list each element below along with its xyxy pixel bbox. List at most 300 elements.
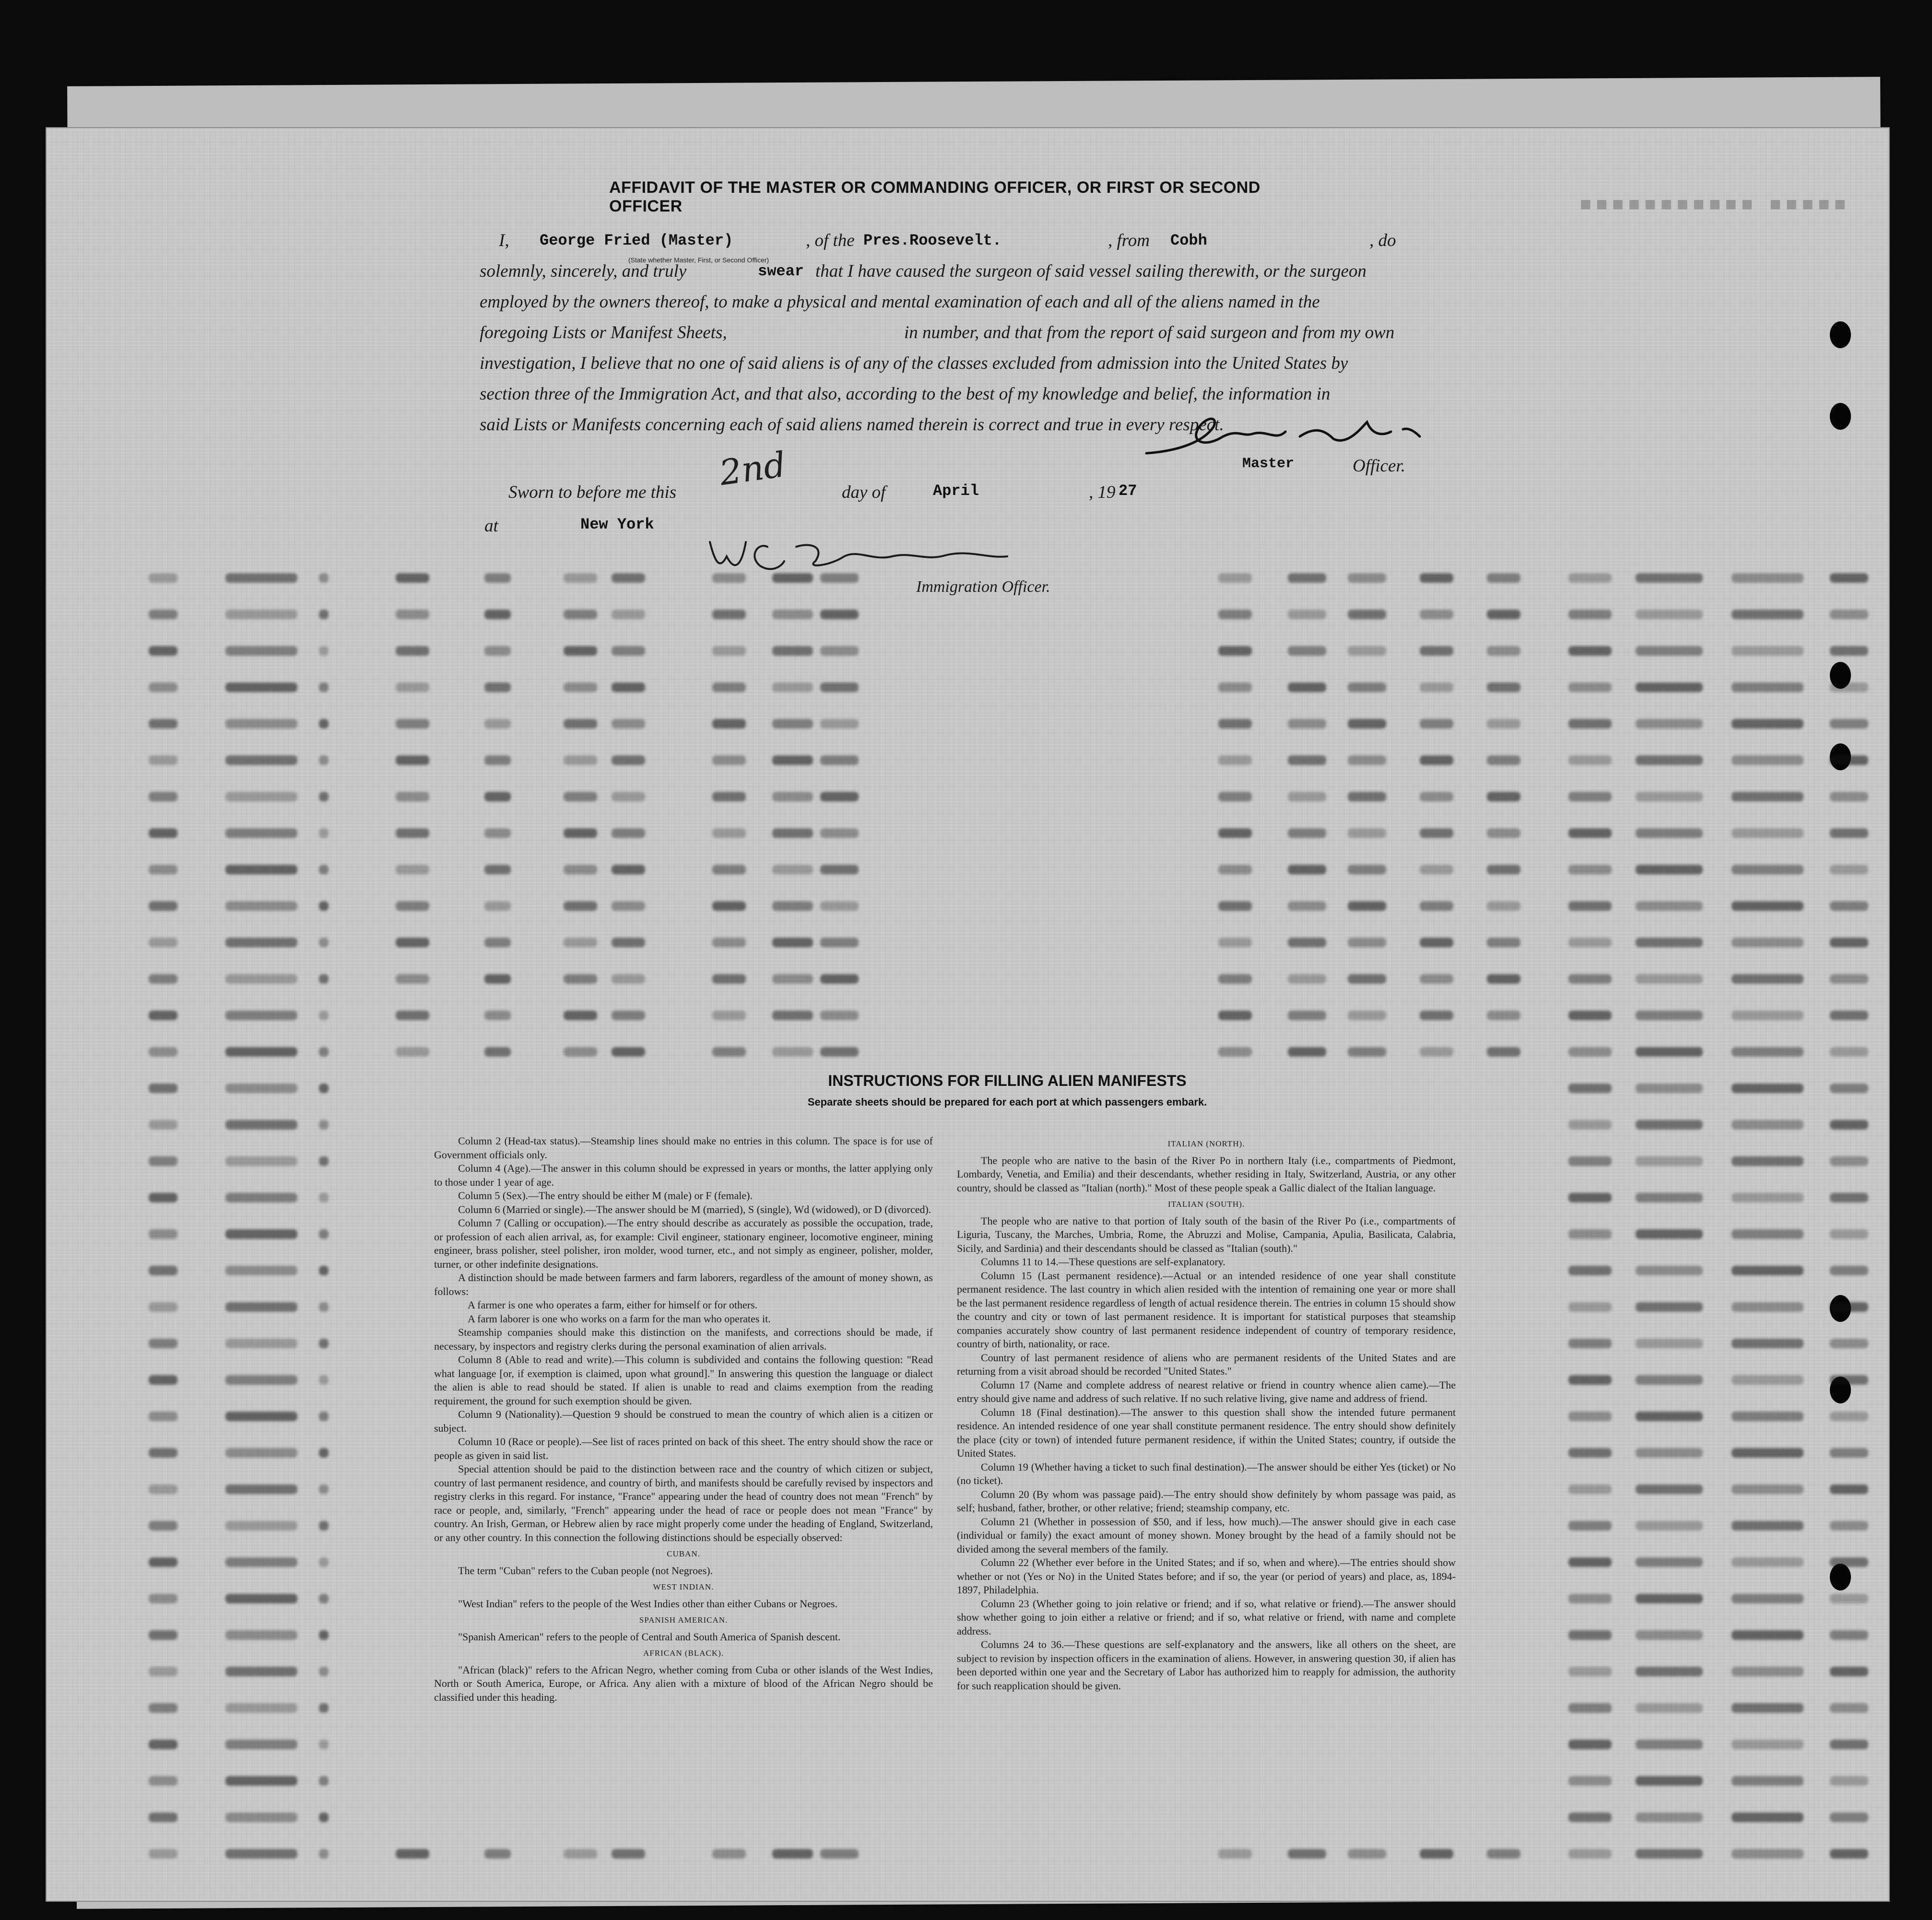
instruction-paragraph: The people who are native to that portion of Italy south of the basin of the River Po (i.e., compartments of Liguria, Tuscany, the Marches, Umbria, Rome, the Abruzzi and Molise, Campania, Apulia, Basilicata, Calabria, Sicily, and Sardinia) and their descendants should be classed as "Italian (south)." (957, 1214, 1456, 1254)
day-handwritten: 2nd (717, 444, 789, 494)
bleed-mark (1830, 938, 1868, 947)
bleed-mark (1732, 1229, 1803, 1239)
bleed-mark (1288, 1849, 1326, 1859)
bleed-row (130, 1740, 1808, 1750)
bleed-mark (1568, 1594, 1612, 1603)
bleed-mark (225, 1266, 297, 1275)
bleed-mark (612, 1047, 645, 1057)
bleed-mark (820, 719, 859, 729)
bleed-mark (1830, 1703, 1868, 1713)
bleed-mark (564, 683, 597, 692)
bleed-mark (225, 755, 297, 765)
bleed-mark (319, 938, 329, 947)
bleed-mark (319, 1011, 329, 1020)
bleed-mark (1348, 1849, 1386, 1859)
bleed-mark (1420, 573, 1453, 583)
bleed-mark (319, 1229, 329, 1239)
bleed-mark (1420, 792, 1453, 801)
bleed-mark (225, 1412, 297, 1421)
bleed-mark (149, 1521, 177, 1531)
bleed-mark (319, 1813, 329, 1822)
bleed-mark (1348, 683, 1386, 692)
instruction-paragraph: Column 20 (By whom was passage paid).—The entry should show definitely by whom passage was paid, as self; husband, father, brother, or other relative; friend; steamship company, etc. (957, 1488, 1456, 1514)
bleed-mark (149, 1412, 177, 1421)
bleed-mark (612, 573, 645, 583)
affidavit-line-5: investigation, I believe that no one of said aliens is of any of the classes excluded from admission into the United States by (480, 353, 1348, 373)
bleed-mark (1636, 1156, 1703, 1166)
instruction-paragraph: Column 18 (Final destination).—The answer to this question shall show the intended future permanent residence. An intended residence of one year shall constitute permanent residence. The entry should show definitely the place (city or town) of intended future permanent residence, if within the United States; country, if outside the United States. (957, 1406, 1456, 1459)
bleed-mark (149, 901, 177, 911)
bleed-mark (396, 755, 429, 765)
bleed-mark (319, 1776, 329, 1786)
at-label: at (484, 516, 498, 536)
bleed-mark (1830, 1521, 1868, 1531)
bleed-mark (1732, 1375, 1803, 1385)
instruction-paragraph: Column 10 (Race or people).—See list of races printed on back of this sheet. The entry should show the race or people as given in said list. (434, 1436, 933, 1461)
bleed-row (130, 901, 1808, 912)
bleed-mark (1568, 1339, 1612, 1348)
bleed-mark (712, 610, 746, 619)
bleed-mark (1420, 683, 1453, 692)
bleed-mark (1218, 1047, 1252, 1057)
bleed-mark (149, 573, 177, 583)
bleed-mark (1487, 938, 1520, 947)
bleed-mark (149, 1302, 177, 1312)
bleed-mark (1568, 1484, 1612, 1494)
instruction-paragraph: A farm laborer is one who works on a farm for the man who operates it. (468, 1312, 771, 1325)
bleed-mark (1348, 719, 1386, 729)
bleed-mark (1218, 755, 1252, 765)
bleed-mark (820, 1047, 859, 1057)
bleed-mark (319, 1484, 329, 1494)
bleed-mark (1732, 901, 1803, 911)
bleed-mark (1218, 1849, 1252, 1859)
bleed-mark (484, 901, 511, 911)
bleed-mark (564, 974, 597, 984)
bleed-mark (564, 646, 597, 656)
bleed-mark (149, 1193, 177, 1202)
bleed-mark (1830, 646, 1868, 656)
bleed-mark (612, 792, 645, 801)
bleed-mark (1568, 1740, 1612, 1749)
bleed-mark (396, 938, 429, 947)
bleed-mark (1288, 646, 1326, 656)
bleed-row (130, 1703, 1808, 1714)
sworn-label: Sworn to before me this (508, 483, 677, 502)
bleed-mark (319, 974, 329, 984)
bleed-mark (820, 1849, 859, 1859)
bleed-mark (1732, 974, 1803, 984)
bleed-mark (1732, 719, 1803, 729)
bleed-mark (484, 719, 511, 729)
bleed-mark (1636, 1849, 1703, 1859)
bleed-mark (149, 974, 177, 984)
bleed-mark (225, 1630, 297, 1640)
bleed-mark (149, 865, 177, 874)
bleed-mark (1636, 1011, 1703, 1020)
bleed-mark (1487, 646, 1520, 656)
officer-label: Officer. (1353, 456, 1405, 476)
bleed-through-text: ▪▪▪▪▪ ▪▪▪▪▪▪▪▪▪▪▪ (1576, 183, 1847, 224)
bleed-mark (820, 1011, 859, 1020)
bleed-mark (1732, 1703, 1803, 1713)
bleed-mark (1830, 1339, 1868, 1348)
instructions-left-column (434, 1134, 933, 1704)
bleed-mark (1348, 755, 1386, 765)
bleed-mark (1830, 828, 1868, 838)
port-name: Cobh (1170, 232, 1207, 249)
bleed-mark (1830, 865, 1868, 874)
bleed-mark (1636, 755, 1703, 765)
bleed-mark (1830, 610, 1868, 619)
affidavit-line-1 (480, 225, 1405, 264)
bleed-mark (712, 755, 746, 765)
bleed-mark (1636, 1776, 1703, 1786)
bleed-mark (1568, 1193, 1612, 1202)
bleed-mark (1568, 1557, 1612, 1567)
bleed-mark (225, 646, 297, 656)
bleed-mark (564, 828, 597, 838)
bleed-mark (1732, 1557, 1803, 1567)
bleed-mark (1732, 1776, 1803, 1786)
section-heading: ITALIAN (SOUTH). (1167, 1200, 1245, 1209)
bleed-mark (319, 1740, 329, 1749)
bleed-mark (484, 974, 511, 984)
bleed-mark (612, 1011, 645, 1020)
instruction-paragraph: "West Indian" refers to the people of the West Indies other than either Cubans or Negroes. (458, 1597, 838, 1610)
bleed-mark (319, 1667, 329, 1676)
bleed-mark (225, 1156, 297, 1166)
bleed-mark (1636, 792, 1703, 801)
bleed-mark (396, 573, 429, 583)
bleed-mark (1830, 1776, 1868, 1786)
bleed-mark (1636, 1703, 1703, 1713)
bleed-mark (319, 1849, 329, 1859)
section-heading: AFRICAN (BLACK). (643, 1649, 724, 1658)
bleed-mark (564, 865, 597, 874)
bleed-mark (712, 938, 746, 947)
bleed-mark (1420, 865, 1453, 874)
bleed-mark (1487, 1011, 1520, 1020)
bleed-mark (1636, 1084, 1703, 1093)
bleed-mark (319, 1339, 329, 1348)
bleed-mark (1568, 1047, 1612, 1057)
bleed-mark (772, 683, 813, 692)
bleed-mark (1732, 1011, 1803, 1020)
bleed-mark (1732, 1484, 1803, 1494)
section-heading: WEST INDIAN. (653, 1582, 714, 1591)
affidavit-line-2 (480, 256, 1405, 287)
bleed-mark (319, 828, 329, 838)
bleed-mark (1218, 610, 1252, 619)
instructions-right-column (957, 1134, 1456, 1693)
bleed-mark (1636, 1193, 1703, 1202)
bleed-mark (1636, 901, 1703, 911)
bleed-mark (1732, 1594, 1803, 1603)
bleed-mark (772, 828, 813, 838)
bleed-mark (225, 1703, 297, 1713)
bleed-mark (319, 1594, 329, 1603)
punch-hole (1830, 403, 1851, 430)
bleed-mark (1636, 573, 1703, 583)
do-label: , do (1369, 231, 1396, 250)
bleed-mark (1732, 865, 1803, 874)
bleed-mark (820, 610, 859, 619)
bleed-mark (1487, 610, 1520, 619)
bleed-mark (1732, 1813, 1803, 1822)
instruction-paragraph: Special attention should be paid to the distinction between race and the country of which citizen or subject, country of last permanent residence, and country of birth, and manifests should be carefully revised by inspectors and registry clerks in this regard. For instance, "France" appearing under the head of country does not mean "French" by race or people, and, similarly, "French" appearing under the head of race or people does not mean "France" by country. An Irish, German, or Hebrew alien by race might properly come under the heading of England, Switzerland, or any other country. In this connection the following distinctions should be especially observed: (434, 1463, 933, 1543)
bleed-mark (484, 865, 511, 874)
bleed-mark (484, 792, 511, 801)
bleed-mark (1487, 792, 1520, 801)
bleed-mark (1568, 1156, 1612, 1166)
bleed-mark (1487, 719, 1520, 729)
bleed-mark (149, 1630, 177, 1640)
bleed-mark (1636, 1557, 1703, 1567)
bleed-mark (225, 1375, 297, 1385)
bleed-mark (1288, 865, 1326, 874)
affidavit-text: solemnly, sincerely, and truly (480, 261, 687, 281)
bleed-mark (1830, 1266, 1868, 1275)
bleed-mark (149, 1375, 177, 1385)
bleed-mark (1288, 683, 1326, 692)
bleed-mark (396, 974, 429, 984)
bleed-mark (1487, 683, 1520, 692)
bleed-mark (484, 938, 511, 947)
bleed-mark (225, 792, 297, 801)
bleed-mark (1830, 1557, 1868, 1567)
instruction-paragraph: Column 4 (Age).—The answer in this column should be expressed in years or months, the latter applying only to those under 1 year of age. (434, 1162, 933, 1188)
instructions-title: INSTRUCTIONS FOR FILLING ALIEN MANIFESTS (828, 1072, 1187, 1089)
bleed-mark (612, 610, 645, 619)
bleed-mark (225, 573, 297, 583)
officer-rank: Master (1242, 456, 1295, 472)
bleed-mark (1348, 610, 1386, 619)
bleed-mark (484, 573, 511, 583)
section-heading: CUBAN. (667, 1549, 700, 1558)
bleed-mark (1636, 1229, 1703, 1239)
bleed-mark (1288, 755, 1326, 765)
bleed-mark (820, 683, 859, 692)
bleed-mark (225, 1740, 297, 1749)
bleed-mark (1288, 938, 1326, 947)
bleed-mark (1732, 1630, 1803, 1640)
bleed-mark (1732, 610, 1803, 619)
bleed-mark (1732, 1667, 1803, 1676)
bleed-mark (612, 828, 645, 838)
bleed-mark (319, 719, 329, 729)
bleed-mark (1636, 1047, 1703, 1057)
punch-hole (1830, 1564, 1851, 1590)
bleed-mark (1420, 828, 1453, 838)
bleed-mark (1568, 683, 1612, 692)
bleed-mark (1568, 1266, 1612, 1275)
instruction-paragraph: A farmer is one who operates a farm, either for himself or for others. (468, 1299, 758, 1311)
bleed-mark (1568, 828, 1612, 838)
instructions-subtitle: Separate sheets should be prepared for each port at which passengers embark. (807, 1096, 1207, 1108)
bleed-mark (612, 755, 645, 765)
bleed-mark (1568, 792, 1612, 801)
bleed-mark (1487, 974, 1520, 984)
bleed-mark (1830, 1630, 1868, 1640)
bleed-mark (1636, 1740, 1703, 1749)
affidavit-line-3: employed by the owners thereof, to make a physical and mental examination of each and all of the aliens named in the (480, 292, 1320, 312)
bleed-mark (1830, 1156, 1868, 1166)
bleed-mark (225, 828, 297, 838)
bleed-row (130, 938, 1808, 948)
bleed-mark (612, 865, 645, 874)
bleed-mark (149, 1557, 177, 1567)
bleed-mark (225, 1448, 297, 1458)
bleed-mark (1732, 1084, 1803, 1093)
bleed-mark (712, 828, 746, 838)
instruction-paragraph: Column 15 (Last permanent residence).—Actual or an intended residence of one year shall constitute permanent residence. The last country in which alien resided with the intention of remaining one year or more shall be the last permanent residence regardless of length of actual residence therein. The entries in column 15 should show the country and city or town of last permanent residence. It is important for statistical purposes that steamship companies accurately show country of last permanent residence independent of country of temporary residence, country of birth, nationality, or race. (957, 1269, 1456, 1350)
bleed-mark (319, 1521, 329, 1531)
bleed-mark (1568, 1849, 1612, 1859)
bleed-mark (1636, 1375, 1703, 1385)
bleed-mark (820, 792, 859, 801)
bleed-mark (1636, 1302, 1703, 1312)
bleed-mark (820, 828, 859, 838)
bleed-mark (1636, 1813, 1703, 1822)
bleed-mark (1568, 1412, 1612, 1421)
bleed-mark (1830, 755, 1868, 765)
bleed-mark (1218, 792, 1252, 801)
bleed-mark (1487, 901, 1520, 911)
bleed-mark (225, 1120, 297, 1130)
bleed-mark (225, 1011, 297, 1020)
bleed-mark (1288, 828, 1326, 838)
bleed-mark (1568, 1229, 1612, 1239)
bleed-mark (149, 1229, 177, 1239)
instruction-paragraph: Column 21 (Whether in possession of $50, and if less, how much).—The answer should give in each case (individual or family) the exact amount of money shown. Money brought by the head of a family should not be divided among the several members of the family. (957, 1515, 1456, 1555)
instruction-paragraph: "African (black)" refers to the African Negro, whether coming from Cuba or other islands of the West Indies, North or South America, Europe, or Africa. Any alien with a mixture of blood of the African Negro should be classified under this heading. (434, 1663, 933, 1703)
bleed-mark (1348, 792, 1386, 801)
bleed-mark (225, 1776, 297, 1786)
bleed-mark (1420, 974, 1453, 984)
bleed-mark (1732, 1193, 1803, 1202)
instruction-paragraph: Column 9 (Nationality).—Question 9 should be construed to mean the country of which alien is a citizen or subject. (434, 1408, 933, 1434)
bleed-mark (149, 1667, 177, 1676)
immigration-officer-label: Immigration Officer. (916, 578, 1050, 596)
bleed-mark (1568, 1448, 1612, 1458)
bleed-mark (612, 1849, 645, 1859)
section-heading: SPANISH AMERICAN. (639, 1615, 728, 1625)
bleed-mark (1568, 610, 1612, 619)
bleed-row (130, 1120, 1808, 1131)
year-suffix: 27 (1119, 482, 1137, 500)
section-heading: ITALIAN (NORTH). (1167, 1139, 1245, 1148)
bleed-mark (1288, 792, 1326, 801)
bleed-mark (1732, 828, 1803, 838)
bleed-mark (1568, 646, 1612, 656)
bleed-row (130, 1011, 1808, 1021)
bleed-mark (1636, 1266, 1703, 1275)
oath-word: swear (758, 262, 804, 280)
bleed-mark (1568, 1776, 1612, 1786)
bleed-mark (484, 1849, 511, 1859)
bleed-mark (484, 1011, 511, 1020)
bleed-mark (712, 901, 746, 911)
bleed-mark (1420, 1047, 1453, 1057)
bleed-mark (1732, 1047, 1803, 1057)
bleed-mark (1636, 1448, 1703, 1458)
bleed-mark (225, 1302, 297, 1312)
bleed-mark (1732, 1266, 1803, 1275)
bleed-mark (1288, 573, 1326, 583)
bleed-mark (1568, 1521, 1612, 1531)
bleed-mark (712, 974, 746, 984)
bleed-mark (225, 610, 297, 619)
instruction-paragraph: Steamship companies should make this distinction on the manifests, and corrections should be made, if necessary, by inspectors and registry clerks during the personal examination of alien arrivals. (434, 1326, 933, 1352)
bleed-mark (564, 755, 597, 765)
bleed-mark (1636, 828, 1703, 838)
bleed-row (130, 1849, 1808, 1860)
bleed-mark (396, 865, 429, 874)
bleed-mark (149, 646, 177, 656)
bleed-mark (484, 683, 511, 692)
bleed-mark (1830, 719, 1868, 729)
bleed-row (130, 755, 1808, 766)
bleed-mark (1420, 1011, 1453, 1020)
bleed-mark (820, 755, 859, 765)
bleed-mark (1732, 1339, 1803, 1348)
bleed-mark (612, 683, 645, 692)
month: April (933, 482, 979, 500)
bleed-mark (1636, 938, 1703, 947)
bleed-mark (1568, 1630, 1612, 1640)
bleed-mark (149, 938, 177, 947)
punch-hole (1830, 321, 1851, 348)
bleed-mark (1348, 1011, 1386, 1020)
bleed-mark (1218, 974, 1252, 984)
bleed-mark (772, 974, 813, 984)
bleed-mark (1420, 755, 1453, 765)
bleed-mark (149, 610, 177, 619)
bleed-mark (1218, 828, 1252, 838)
bleed-mark (564, 573, 597, 583)
bleed-mark (1732, 1302, 1803, 1312)
bleed-mark (319, 1193, 329, 1202)
bleed-mark (564, 792, 597, 801)
bleed-mark (772, 792, 813, 801)
bleed-mark (319, 755, 329, 765)
bleed-row (130, 683, 1808, 693)
bleed-mark (1487, 573, 1520, 583)
bleed-mark (1218, 646, 1252, 656)
bleed-row (130, 610, 1808, 620)
bleed-mark (484, 646, 511, 656)
bleed-mark (712, 719, 746, 729)
bleed-mark (225, 683, 297, 692)
bleed-mark (1636, 865, 1703, 874)
bleed-mark (612, 938, 645, 947)
affidavit-text: that I have caused the surgeon of said vessel sailing therewith, or the surgeon (815, 261, 1367, 281)
bleed-mark (396, 828, 429, 838)
instruction-paragraph: Column 5 (Sex).—The entry should be either M (male) or F (female). (458, 1190, 753, 1201)
bleed-mark (319, 646, 329, 656)
bleed-mark (1636, 646, 1703, 656)
bleed-mark (1732, 1740, 1803, 1749)
bleed-mark (1348, 646, 1386, 656)
bleed-mark (1568, 1667, 1612, 1676)
bleed-mark (149, 1156, 177, 1166)
bleed-mark (1636, 1667, 1703, 1676)
bleed-mark (1636, 1120, 1703, 1130)
bleed-mark (319, 1047, 329, 1057)
bleed-mark (772, 901, 813, 911)
bleed-mark (149, 755, 177, 765)
